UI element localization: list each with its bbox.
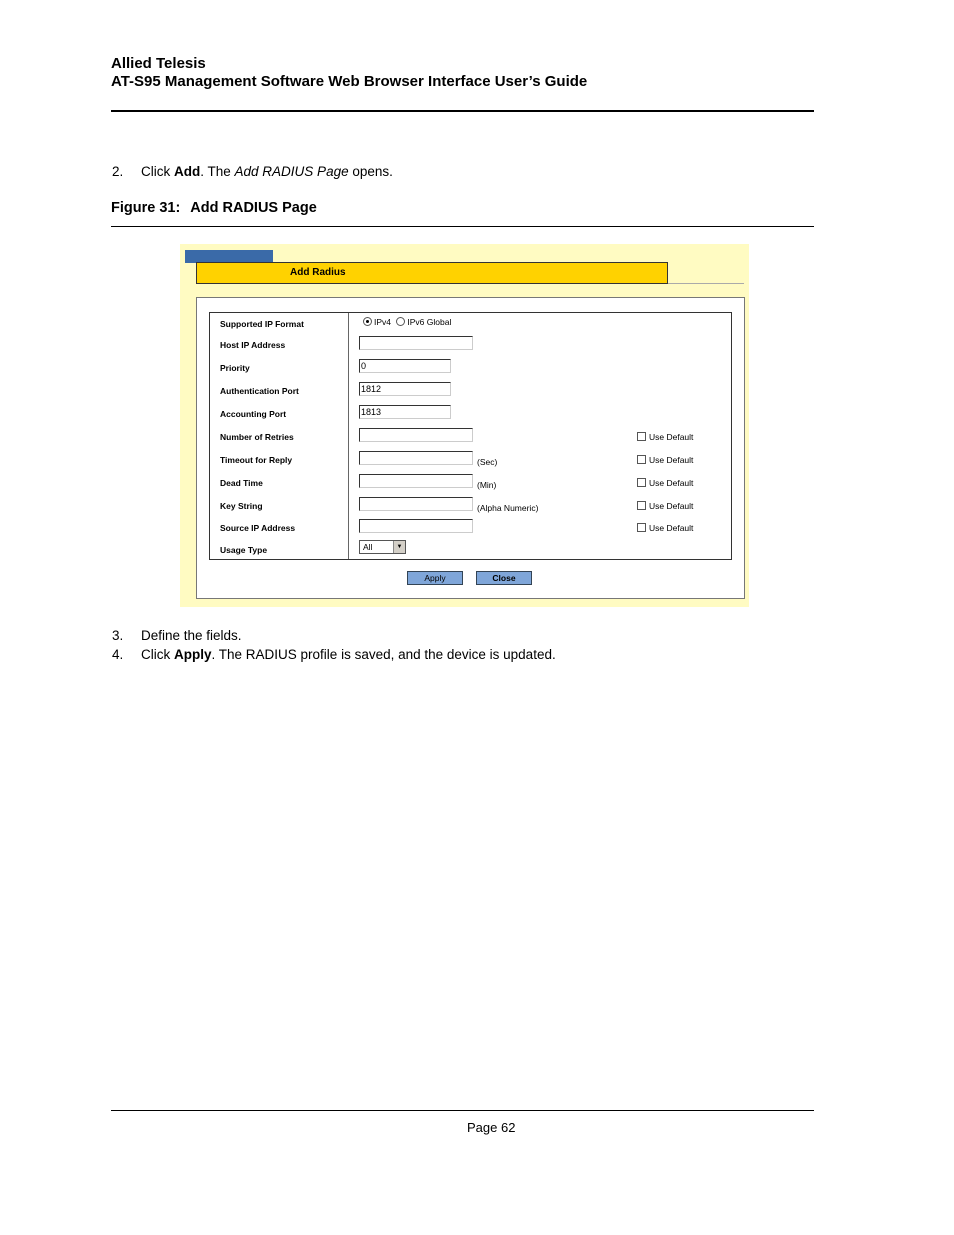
source-ip-address-input[interactable] xyxy=(359,519,473,533)
key-string-use-default-checkbox[interactable] xyxy=(637,501,646,510)
timeout-use-default-checkbox[interactable] xyxy=(637,455,646,464)
authentication-port-input[interactable]: 1812 xyxy=(359,382,451,396)
usage-type-value: All xyxy=(363,542,373,552)
host-ip-address-input[interactable] xyxy=(359,336,473,350)
timeout-use-default[interactable]: Use Default xyxy=(637,455,693,465)
footer-rule xyxy=(111,1110,814,1111)
step-text: Define the fields. xyxy=(141,628,242,643)
apply-button[interactable]: Apply xyxy=(407,571,463,585)
radio-ipv4[interactable] xyxy=(363,317,372,326)
number-of-retries-input[interactable] xyxy=(359,428,473,442)
priority-input[interactable]: 0 xyxy=(359,359,451,373)
title-bar-line xyxy=(668,283,744,284)
document-title: AT-S95 Management Software Web Browser Interface User’s Guide xyxy=(111,73,588,90)
close-button[interactable]: Close xyxy=(476,571,532,585)
label-accounting-port: Accounting Port xyxy=(220,409,287,419)
step-number: 3. xyxy=(112,628,124,643)
label-timeout-for-reply: Timeout for Reply xyxy=(220,455,293,465)
timeout-unit: (Sec) xyxy=(477,457,498,467)
retries-use-default-checkbox[interactable] xyxy=(637,432,646,441)
dead-time-use-default[interactable]: Use Default xyxy=(637,478,693,488)
ip-format-radio-group xyxy=(363,317,451,327)
radio-ipv4-label: IPv4 xyxy=(374,317,392,327)
radio-ipv6-global[interactable] xyxy=(396,317,405,326)
figure-label: Figure 31: xyxy=(111,200,181,216)
page-title: Add Radius xyxy=(290,267,346,278)
label-dead-time: Dead Time xyxy=(220,478,263,488)
timeout-for-reply-input[interactable] xyxy=(359,451,473,465)
chevron-down-icon[interactable]: ▼ xyxy=(393,541,405,553)
radio-ipv6-label: IPv6 Global xyxy=(407,317,452,327)
step-number: 2. xyxy=(112,164,124,179)
retries-use-default[interactable]: Use Default xyxy=(637,432,693,442)
accounting-port-input[interactable]: 1813 xyxy=(359,405,451,419)
page-number: Page 62 xyxy=(467,1120,516,1135)
figure-title: Add RADIUS Page xyxy=(190,200,317,216)
source-ip-use-default-checkbox[interactable] xyxy=(637,523,646,532)
source-ip-use-default[interactable]: Use Default xyxy=(637,523,693,533)
label-authentication-port: Authentication Port xyxy=(220,386,299,396)
header-rule xyxy=(111,110,814,112)
label-source-ip-address: Source IP Address xyxy=(220,523,296,533)
step-number: 4. xyxy=(112,647,124,662)
page-title-bar xyxy=(196,262,668,284)
label-supported-ip-format: Supported IP Format xyxy=(220,319,304,329)
label-number-of-retries: Number of Retries xyxy=(220,432,294,442)
label-priority: Priority xyxy=(220,363,250,373)
column-divider xyxy=(348,313,349,559)
key-string-use-default[interactable]: Use Default xyxy=(637,501,693,511)
step-text: Click Add. The Add RADIUS Page opens. xyxy=(141,164,393,179)
radius-form xyxy=(209,312,732,560)
key-string-input[interactable] xyxy=(359,497,473,511)
figure-rule xyxy=(111,226,814,227)
label-host-ip-address: Host IP Address xyxy=(220,340,286,350)
usage-type-select[interactable] xyxy=(359,540,406,554)
document-company: Allied Telesis xyxy=(111,55,206,72)
add-radius-screenshot xyxy=(180,244,749,607)
dead-time-input[interactable] xyxy=(359,474,473,488)
dead-time-use-default-checkbox[interactable] xyxy=(637,478,646,487)
figure-caption xyxy=(111,200,317,216)
dead-time-unit: (Min) xyxy=(477,480,497,490)
form-panel xyxy=(196,297,745,599)
step-text: Click Apply. The RADIUS profile is saved, and the device is updated. xyxy=(141,647,556,662)
label-usage-type: Usage Type xyxy=(220,545,268,555)
key-string-unit: (Alpha Numeric) xyxy=(477,503,539,513)
label-key-string: Key String xyxy=(220,501,263,511)
